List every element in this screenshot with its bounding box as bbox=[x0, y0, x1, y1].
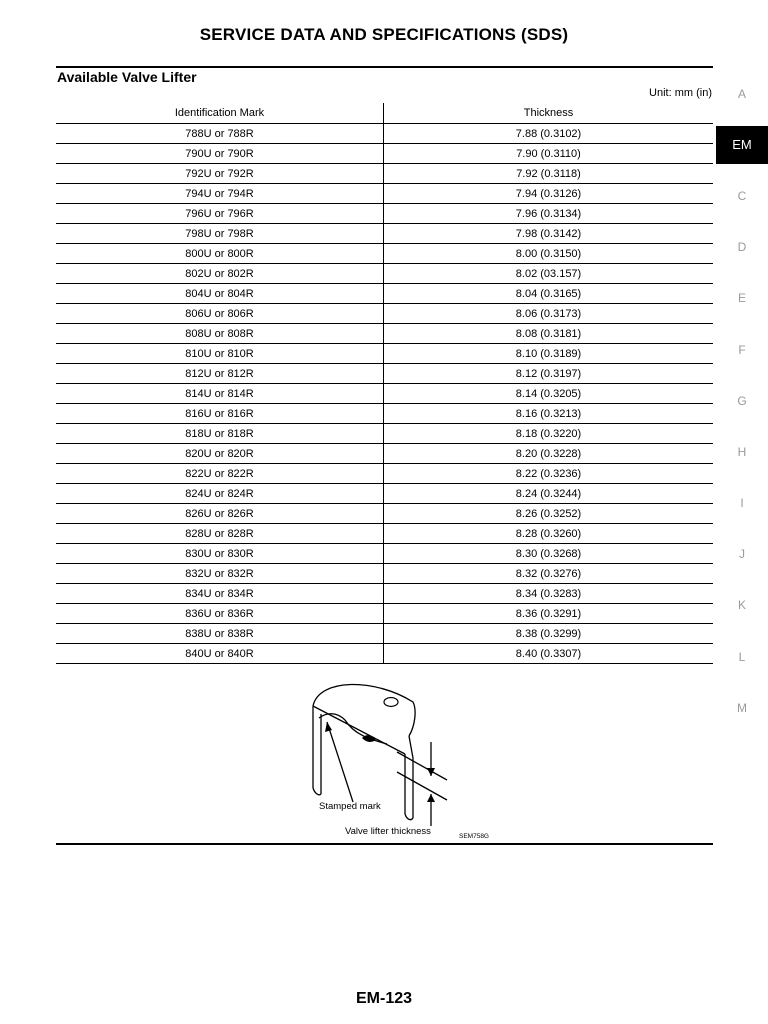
section-tab-f[interactable]: F bbox=[738, 343, 746, 357]
figure-code-label: SEM758G bbox=[459, 833, 489, 840]
table-row bbox=[56, 544, 713, 564]
identification-mark-cell: 820U or 820R bbox=[56, 444, 384, 464]
table-row bbox=[56, 644, 713, 664]
table-row bbox=[56, 324, 713, 344]
thickness-cell: 8.14 (0.3205) bbox=[384, 384, 714, 404]
column-header-thickness: Thickness bbox=[384, 103, 714, 124]
thickness-cell: 8.34 (0.3283) bbox=[384, 584, 714, 604]
table-row bbox=[56, 404, 713, 424]
table-header-row bbox=[56, 103, 713, 124]
thickness-cell: 7.88 (0.3102) bbox=[384, 124, 714, 144]
table-row bbox=[56, 624, 713, 644]
section-title: Available Valve Lifter bbox=[57, 69, 197, 85]
thickness-cell: 8.36 (0.3291) bbox=[384, 604, 714, 624]
identification-mark-cell: 826U or 826R bbox=[56, 504, 384, 524]
identification-mark-cell: 808U or 808R bbox=[56, 324, 384, 344]
table-row bbox=[56, 144, 713, 164]
identification-mark-cell: 816U or 816R bbox=[56, 404, 384, 424]
identification-mark-cell: 832U or 832R bbox=[56, 564, 384, 584]
table-row bbox=[56, 424, 713, 444]
section-tab-g[interactable]: G bbox=[737, 394, 747, 408]
identification-mark-cell: 822U or 822R bbox=[56, 464, 384, 484]
table-row bbox=[56, 184, 713, 204]
table-row bbox=[56, 304, 713, 324]
thickness-cell: 8.02 (03.157) bbox=[384, 264, 714, 284]
identification-mark-cell: 814U or 814R bbox=[56, 384, 384, 404]
thickness-cell: 7.96 (0.3134) bbox=[384, 204, 714, 224]
section-tab-c[interactable]: C bbox=[737, 189, 747, 203]
table-row bbox=[56, 584, 713, 604]
thickness-cell: 8.22 (0.3236) bbox=[384, 464, 714, 484]
table-row bbox=[56, 344, 713, 364]
section-tab-d[interactable]: D bbox=[737, 240, 747, 254]
identification-mark-cell: 834U or 834R bbox=[56, 584, 384, 604]
table-row bbox=[56, 564, 713, 584]
page-number: EM-123 bbox=[355, 990, 413, 1007]
identification-mark-cell: 836U or 836R bbox=[56, 604, 384, 624]
thickness-cell: 8.00 (0.3150) bbox=[384, 244, 714, 264]
thickness-cell: 8.10 (0.3189) bbox=[384, 344, 714, 364]
section-tab-em[interactable]: EM bbox=[716, 126, 768, 164]
page-title: SERVICE DATA AND SPECIFICATIONS (SDS) bbox=[199, 25, 569, 44]
section-tab-k[interactable]: K bbox=[737, 598, 746, 612]
thickness-cell: 8.32 (0.3276) bbox=[384, 564, 714, 584]
identification-mark-cell: 798U or 798R bbox=[56, 224, 384, 244]
section-tab-l[interactable]: L bbox=[738, 650, 746, 664]
table-row bbox=[56, 604, 713, 624]
identification-mark-cell: 804U or 804R bbox=[56, 284, 384, 304]
table-body bbox=[56, 124, 713, 664]
section-index-tabs bbox=[716, 0, 768, 1024]
thickness-cell: 8.18 (0.3220) bbox=[384, 424, 714, 444]
identification-mark-cell: 788U or 788R bbox=[56, 124, 384, 144]
unit-note: Unit: mm (in) bbox=[649, 87, 712, 99]
section-tab-h[interactable]: H bbox=[737, 445, 747, 459]
thickness-cell: 8.30 (0.3268) bbox=[384, 544, 714, 564]
thickness-label: Valve lifter thickness bbox=[345, 826, 431, 837]
table-row bbox=[56, 124, 713, 144]
table-row bbox=[56, 264, 713, 284]
thickness-cell: 7.98 (0.3142) bbox=[384, 224, 714, 244]
table-row bbox=[56, 384, 713, 404]
identification-mark-cell: 802U or 802R bbox=[56, 264, 384, 284]
thickness-cell: 7.94 (0.3126) bbox=[384, 184, 714, 204]
thickness-cell: 8.24 (0.3244) bbox=[384, 484, 714, 504]
thickness-cell: 8.38 (0.3299) bbox=[384, 624, 714, 644]
table-row bbox=[56, 364, 713, 384]
thickness-cell: 8.04 (0.3165) bbox=[384, 284, 714, 304]
table-row bbox=[56, 164, 713, 184]
identification-mark-cell: 810U or 810R bbox=[56, 344, 384, 364]
section-tab-j[interactable]: J bbox=[739, 547, 745, 561]
table-row bbox=[56, 444, 713, 464]
thickness-cell: 8.40 (0.3307) bbox=[384, 644, 714, 664]
valve-lifter-table bbox=[56, 103, 713, 664]
section-tab-e[interactable]: E bbox=[737, 291, 746, 305]
table-row bbox=[56, 284, 713, 304]
table-row bbox=[56, 204, 713, 224]
valve-lifter-illustration bbox=[305, 676, 495, 842]
column-header-identification-mark: Identification Mark bbox=[56, 103, 384, 124]
table-row bbox=[56, 524, 713, 544]
identification-mark-cell: 824U or 824R bbox=[56, 484, 384, 504]
stamped-mark-label: Stamped mark bbox=[319, 801, 381, 812]
section-tab-i[interactable]: I bbox=[740, 496, 744, 510]
table-row bbox=[56, 224, 713, 244]
identification-mark-cell: 818U or 818R bbox=[56, 424, 384, 444]
table-row bbox=[56, 244, 713, 264]
section-tab-m[interactable]: M bbox=[737, 701, 747, 715]
identification-mark-cell: 796U or 796R bbox=[56, 204, 384, 224]
identification-mark-cell: 838U or 838R bbox=[56, 624, 384, 644]
thickness-cell: 7.90 (0.3110) bbox=[384, 144, 714, 164]
valve-lifter-figure bbox=[305, 676, 495, 842]
section-divider bbox=[56, 66, 713, 68]
identification-mark-cell: 812U or 812R bbox=[56, 364, 384, 384]
thickness-cell: 8.12 (0.3197) bbox=[384, 364, 714, 384]
thickness-cell: 8.26 (0.3252) bbox=[384, 504, 714, 524]
identification-mark-cell: 840U or 840R bbox=[56, 644, 384, 664]
identification-mark-cell: 792U or 792R bbox=[56, 164, 384, 184]
identification-mark-cell: 828U or 828R bbox=[56, 524, 384, 544]
thickness-cell: 8.16 (0.3213) bbox=[384, 404, 714, 424]
thickness-cell: 8.06 (0.3173) bbox=[384, 304, 714, 324]
thickness-cell: 8.08 (0.3181) bbox=[384, 324, 714, 344]
identification-mark-cell: 830U or 830R bbox=[56, 544, 384, 564]
thickness-cell: 8.20 (0.3228) bbox=[384, 444, 714, 464]
thickness-cell: 7.92 (0.3118) bbox=[384, 164, 714, 184]
identification-mark-cell: 790U or 790R bbox=[56, 144, 384, 164]
table-row bbox=[56, 504, 713, 524]
identification-mark-cell: 806U or 806R bbox=[56, 304, 384, 324]
table-row bbox=[56, 464, 713, 484]
bottom-divider bbox=[56, 843, 713, 845]
identification-mark-cell: 800U or 800R bbox=[56, 244, 384, 264]
table-row bbox=[56, 484, 713, 504]
thickness-cell: 8.28 (0.3260) bbox=[384, 524, 714, 544]
section-tab-a[interactable]: A bbox=[737, 87, 746, 101]
identification-mark-cell: 794U or 794R bbox=[56, 184, 384, 204]
